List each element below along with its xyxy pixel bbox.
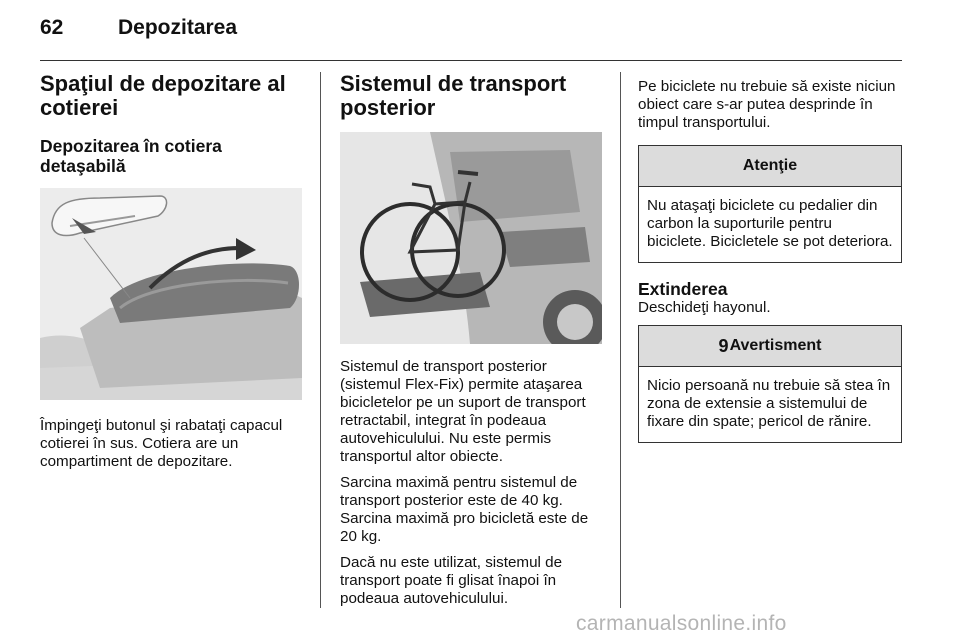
- column-armrest: [40, 72, 302, 471]
- caution-title: Atenţie: [639, 146, 901, 187]
- caution-text: Nu ataşaţi biciclete cu pedalier din carbon la suporturile pentru biciclete. Bicicletele se pot deteriora.: [647, 197, 893, 250]
- extension-text: Deschideţi hayonul.: [638, 299, 771, 316]
- rear-carrier-paragraph-1: Sistemul de transport posterior (sistemul Flex-Fix) permite ataşarea bicicletelor pe un suport de transport retractabil, integrat în podeaua autovehiculului. Nu este permis transportul altor obiecte.: [340, 358, 586, 465]
- armrest-subheading: Depozitarea în cotiera detaşabilă: [40, 136, 222, 176]
- caution-box: [638, 145, 902, 263]
- header-rule: [40, 60, 902, 61]
- column-rear-carrier: [340, 72, 602, 608]
- column-divider-2: [620, 72, 621, 608]
- rear-carrier-heading: Sistemul de transport posterior: [340, 71, 567, 120]
- page-title: Depozitarea: [118, 16, 238, 39]
- page-number: 62: [40, 16, 64, 39]
- rear-carrier-paragraph-2: Sarcina maximă pentru sistemul de transport posterior este de 40 kg. Sarcina maximă pro bicicletă este de 20 kg.: [340, 474, 589, 545]
- armrest-image: [40, 188, 302, 400]
- column-divider-1: [320, 72, 321, 608]
- armrest-caption: Împingeţi butonul şi rabataţi capacul cotierei în sus. Cotiera are un compartiment de depozitare.: [40, 417, 283, 470]
- armrest-illustration: [40, 188, 302, 400]
- warning-header: [639, 326, 901, 367]
- bike-carrier-image: [340, 132, 602, 344]
- column-extension: [638, 78, 902, 443]
- extension-heading: Extinderea: [638, 279, 728, 299]
- rear-carrier-paragraph-3: Dacă nu este utilizat, sistemul de transport poate fi glisat înapoi în podeaua autovehiculului.: [340, 554, 563, 607]
- warning-box: [638, 325, 902, 443]
- page-header: [40, 16, 902, 46]
- armrest-heading: Spaţiul de depozitare al cotierei: [40, 71, 286, 120]
- bike-carrier-illustration: [340, 132, 602, 344]
- warning-title: Avertisment: [729, 337, 822, 354]
- bike-intro-text: Pe biciclete nu trebuie să existe niciun obiect care s-ar putea desprinde în timpul transportului.: [638, 78, 896, 131]
- warning-icon: 9: [718, 335, 729, 356]
- watermark: carmanualsonline.info: [576, 612, 787, 635]
- warning-text: Nicio persoană nu trebuie să stea în zona de extensie a sistemului de fixare din spate; pericol de rănire.: [647, 377, 891, 430]
